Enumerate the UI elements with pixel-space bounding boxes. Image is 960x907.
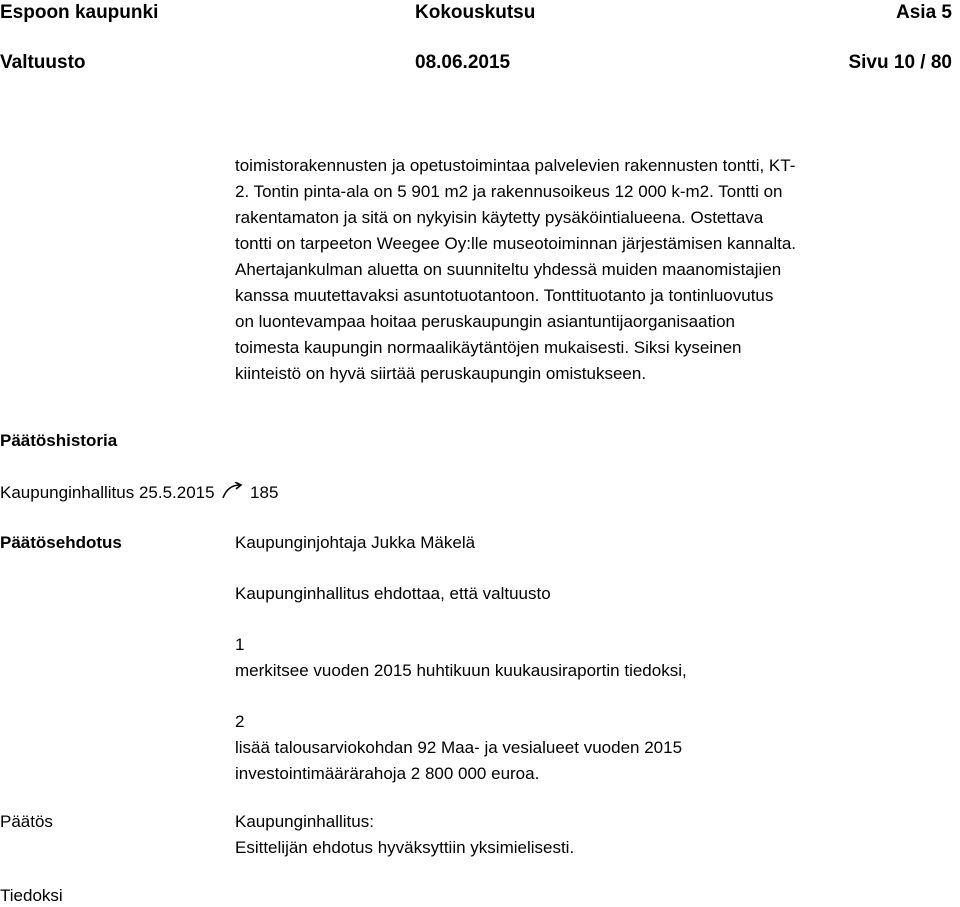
proposal-intro: Kaupunginhallitus ehdottaa, että valtuusto [235,584,551,603]
header-item: Asia 5 [896,2,952,23]
header-doc-type: Kokouskutsu [415,2,536,23]
proposal-item-text: investointimäärärahoja 2 800 000 euroa. [235,764,540,783]
intro-line: on luontevampaa hoitaa peruskaupungin asiantuntijaorganisaation [235,312,735,331]
info-heading: Tiedoksi [0,886,63,905]
decision-text: Esittelijän ehdotus hyväksyttiin yksimielisesti. [235,838,575,857]
proposal-heading: Päätösehdotus [0,533,122,552]
intro-line: toimesta kaupungin normaalikäytäntöjen mukaisesti. Siksi kyseinen [235,338,742,357]
history-entry-label: Kaupunginhallitus 25.5.2015 [0,483,215,502]
header-date: 08.06.2015 [415,52,511,73]
intro-line: 2. Tontin pinta-ala on 5 901 m2 ja rakennusoikeus 12 000 k-m2. Tontti on [235,182,783,201]
decision-body: Kaupunginhallitus: [235,812,374,831]
intro-line: tontti on tarpeeton Weegee Oy:lle museotoiminnan järjestämisen kannalta. [235,234,797,253]
link-arrow-icon[interactable] [221,482,243,500]
proposal-item-text: lisää talousarviokohdan 92 Maa- ja vesialueet vuoden 2015 [235,738,683,757]
history-entry-number: 185 [250,483,279,502]
intro-line: Ahertajankulman aluetta on suunniteltu yhdessä muiden maanomistajien [235,260,782,279]
history-entry[interactable] [0,480,278,506]
header-body: Valtuusto [0,52,86,73]
proposal-item-text: merkitsee vuoden 2015 huhtikuun kuukausiraportin tiedoksi, [235,661,687,680]
proposal-item-number: 1 [235,635,245,654]
proposal-proposer: Kaupunginjohtaja Jukka Mäkelä [235,533,476,552]
intro-line: rakentamaton ja sitä on nykyisin käytetty pysäköintialueena. Ostettava [235,208,764,227]
history-heading: Päätöshistoria [0,431,118,450]
proposal-item-number: 2 [235,712,245,731]
intro-line: kanssa muutettavaksi asuntotuotantoon. Tonttituotanto ja tontinluovutus [235,286,774,305]
header-page: Sivu 10 / 80 [848,52,952,73]
intro-line: kiinteistö on hyvä siirtää peruskaupungin omistukseen. [235,364,647,383]
intro-paragraph [235,153,796,387]
intro-line: toimistorakennusten ja opetustoimintaa palvelevien rakennusten tontti, KT- [235,156,796,175]
decision-heading: Päätös [0,812,53,831]
header-org: Espoon kaupunki [0,2,159,23]
